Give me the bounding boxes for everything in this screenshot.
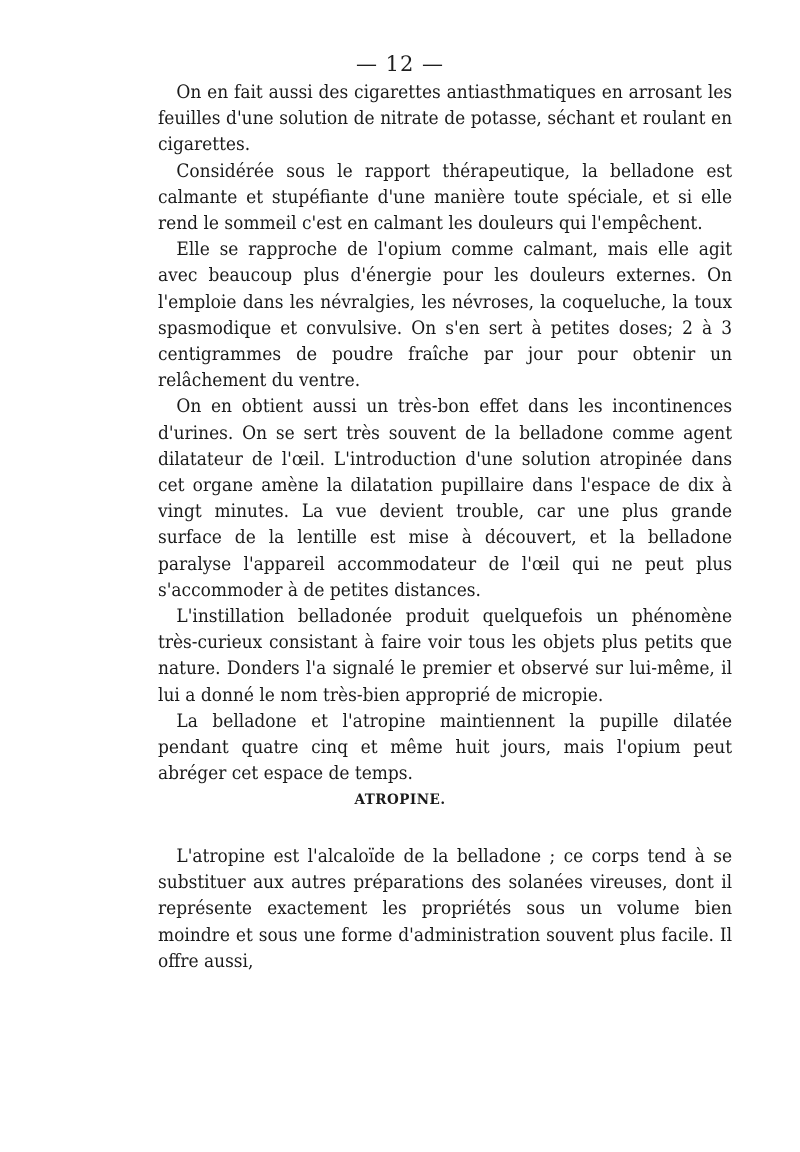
paragraph-atropine: L'atropine est l'alcaloïde de la belladone ; ce corps tend à se substituer aux autres préparations des solanées vireuses, dont il représente exactement les propriétés sous un volume bien moindre et sous une forme d'administration souvent plus facile. Il offre aussi, bbox=[158, 846, 733, 972]
paragraph-therapeutique: Considérée sous le rapport thérapeutique, la belladone est calmante et stupéfiante d'une manière toute spéciale, et si elle rend le sommeil c'est en calmant les douleurs qui l'empêchent. bbox=[158, 160, 733, 235]
atropine-text bbox=[158, 844, 732, 975]
paragraph-incontinences: On en obtient aussi un très-bon effet dans les incontinences d'urines. On se sert très souvent de la belladone comme agent dilatateur de l'œil. L'introduction d'une solution atropinée dans cet organe amène la dilatation pupillaire dans l'espace de dix à vingt minutes. La vue devient trouble, car une plus grande surface de la lentille est mise à découvert, et la belladone paralyse l'appareil accommodateur de l'œil qui ne peut plus s'accommoder à de petites distances. bbox=[158, 396, 733, 601]
body-text bbox=[158, 80, 732, 787]
paragraph-pupille: La belladone et l'atropine maintiennent la pupille dilatée pendant quatre cinq et même huit jours, mais l'opium peut abréger cet espace de temps. bbox=[158, 710, 733, 785]
paragraph-cigarettes: On en fait aussi des cigarettes antiasthmatiques en arrosant les feuilles d'une solution de nitrate de potasse, séchant et roulant en cigarettes. bbox=[158, 82, 733, 156]
paragraph-opium: Elle se rapproche de l'opium comme calmant, mais elle agit avec beaucoup plus d'énergie pour les douleurs externes. On l'emploie dans les névralgies, les névroses, la coqueluche, la toux spasmodique et convulsive. On s'en sert à petites doses; 2 à 3 centigrammes de poudre fraîche par jour pour obtenir un relâchement du ventre. bbox=[158, 239, 733, 392]
paragraph-micropie: L'instillation belladonée produit quelquefois un phénomène très-curieux consistant à faire voir tous les objets plus petits que nature. Donders l'a signalé le premier et observé sur lui-même, il lui a donné le nom très-bien approprié de micropie. bbox=[158, 606, 733, 706]
page-number: — 12 — bbox=[355, 52, 445, 76]
section-title: ATROPINE. bbox=[354, 792, 446, 808]
